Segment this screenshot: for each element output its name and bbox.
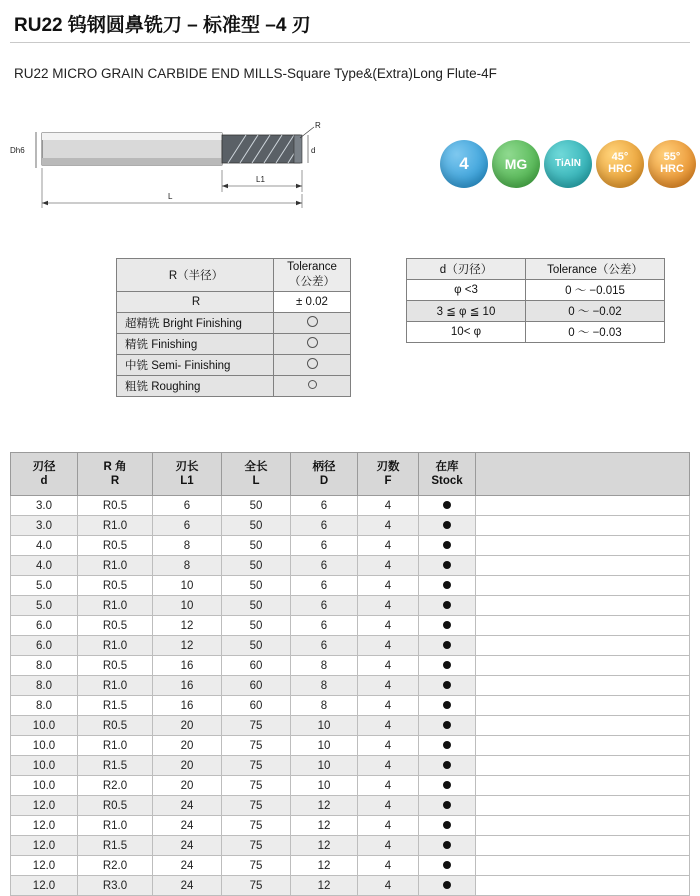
row-spacer bbox=[476, 656, 690, 676]
cell-l1: 24 bbox=[153, 856, 222, 876]
stock-dot-icon bbox=[443, 861, 451, 869]
table-row bbox=[11, 596, 690, 616]
cell-flutes: 4 bbox=[358, 616, 419, 636]
flutes-badge bbox=[440, 140, 488, 188]
mg-badge-label: MG bbox=[504, 155, 528, 172]
table-row bbox=[11, 636, 690, 656]
cell-flutes: 4 bbox=[358, 596, 419, 616]
cell-flutes: 4 bbox=[358, 556, 419, 576]
dia-tol-row2-d: 3 ≦ φ ≦ 10 bbox=[407, 301, 526, 322]
table-row bbox=[11, 516, 690, 536]
cell-l: 50 bbox=[222, 596, 291, 616]
cell-d: 8.0 bbox=[11, 696, 78, 716]
stock-indicator bbox=[419, 576, 476, 596]
cell-l1: 24 bbox=[153, 876, 222, 896]
stock-indicator bbox=[419, 816, 476, 836]
cell-d: 5.0 bbox=[11, 576, 78, 596]
stock-dot-icon bbox=[443, 721, 451, 729]
table-header-row bbox=[11, 453, 690, 496]
cell-l: 75 bbox=[222, 736, 291, 756]
dia-tol-row3-d: 10< φ bbox=[407, 322, 526, 343]
cell-l1: 24 bbox=[153, 796, 222, 816]
cell-flutes: 4 bbox=[358, 636, 419, 656]
finishing-mark-finishing bbox=[274, 334, 351, 355]
cell-flutes: 4 bbox=[358, 496, 419, 516]
cell-l: 75 bbox=[222, 816, 291, 836]
finishing-label-roughing: 粗铣 Roughing bbox=[117, 376, 274, 397]
cell-l: 50 bbox=[222, 556, 291, 576]
cell-flutes: 4 bbox=[358, 656, 419, 676]
cell-l: 50 bbox=[222, 636, 291, 656]
row-spacer bbox=[476, 536, 690, 556]
cell-d: 10.0 bbox=[11, 776, 78, 796]
hardness-55-value: 55° bbox=[663, 151, 681, 164]
cell-d: 8.0 bbox=[11, 676, 78, 696]
cell-d: 10.0 bbox=[11, 716, 78, 736]
cell-flutes: 4 bbox=[358, 796, 419, 816]
cell-l1: 8 bbox=[153, 536, 222, 556]
finishing-label-finishing: 精铣 Finishing bbox=[117, 334, 274, 355]
row-spacer bbox=[476, 756, 690, 776]
cell-l1: 20 bbox=[153, 776, 222, 796]
col-header-shank-en: D bbox=[319, 475, 329, 487]
col-header-flutes-en: F bbox=[384, 475, 392, 487]
hardness-45-value: 45° bbox=[611, 151, 629, 164]
stock-dot-icon bbox=[443, 581, 451, 589]
row-spacer bbox=[476, 636, 690, 656]
cell-l1: 8 bbox=[153, 556, 222, 576]
stock-dot-icon bbox=[443, 681, 451, 689]
cell-r: R1.5 bbox=[78, 836, 153, 856]
cell-shank: 12 bbox=[291, 836, 358, 856]
stock-dot-icon bbox=[443, 601, 451, 609]
cell-shank: 10 bbox=[291, 776, 358, 796]
svg-text:d: d bbox=[311, 146, 316, 155]
cell-shank: 6 bbox=[291, 616, 358, 636]
cell-r: R0.5 bbox=[78, 576, 153, 596]
table-row bbox=[11, 856, 690, 876]
tialn-badge-label: TiAlN bbox=[555, 157, 581, 169]
dia-tol-header-d: d（刃径） bbox=[407, 259, 526, 280]
stock-dot-icon bbox=[443, 561, 451, 569]
cell-shank: 6 bbox=[291, 556, 358, 576]
col-header-flutes bbox=[358, 453, 419, 496]
table-row bbox=[11, 616, 690, 636]
cell-l: 50 bbox=[222, 616, 291, 636]
cell-r: R2.0 bbox=[78, 776, 153, 796]
row-spacer bbox=[476, 556, 690, 576]
hardness-45-unit: HRC bbox=[608, 163, 632, 175]
stock-indicator bbox=[419, 636, 476, 656]
cell-l1: 24 bbox=[153, 816, 222, 836]
cell-flutes: 4 bbox=[358, 676, 419, 696]
cell-d: 8.0 bbox=[11, 656, 78, 676]
cell-r: R1.5 bbox=[78, 756, 153, 776]
cell-d: 6.0 bbox=[11, 616, 78, 636]
col-header-stock-cn: 在库 bbox=[435, 460, 459, 473]
row-spacer bbox=[476, 856, 690, 876]
stock-dot-icon bbox=[443, 541, 451, 549]
cell-r: R0.5 bbox=[78, 716, 153, 736]
col-header-d-cn: 刃径 bbox=[32, 460, 56, 473]
cell-shank: 6 bbox=[291, 536, 358, 556]
cell-l1: 10 bbox=[153, 576, 222, 596]
dia-tol-row3-tol: 0 ～ −0.03 bbox=[526, 322, 665, 343]
table-row bbox=[11, 756, 690, 776]
stock-indicator bbox=[419, 696, 476, 716]
col-header-flutes-cn: 刃数 bbox=[376, 460, 400, 473]
stock-dot-icon bbox=[443, 881, 451, 889]
cell-d: 3.0 bbox=[11, 516, 78, 536]
col-header-shank bbox=[291, 453, 358, 496]
cell-r: R1.0 bbox=[78, 596, 153, 616]
cell-flutes: 4 bbox=[358, 776, 419, 796]
stock-indicator bbox=[419, 536, 476, 556]
row-spacer bbox=[476, 596, 690, 616]
cell-shank: 8 bbox=[291, 656, 358, 676]
cell-shank: 10 bbox=[291, 716, 358, 736]
cell-shank: 12 bbox=[291, 856, 358, 876]
row-spacer bbox=[476, 696, 690, 716]
page-title: RU22 钨钢圆鼻铣刀 – 标准型 –4 刃 bbox=[14, 15, 311, 36]
cell-r: R1.5 bbox=[78, 696, 153, 716]
col-header-spacer bbox=[476, 453, 690, 496]
cell-l: 75 bbox=[222, 836, 291, 856]
stock-dot-icon bbox=[443, 761, 451, 769]
row-spacer bbox=[476, 576, 690, 596]
stock-indicator bbox=[419, 796, 476, 816]
dia-tol-row1-tol: 0 ～ −0.015 bbox=[526, 280, 665, 301]
cell-l1: 20 bbox=[153, 736, 222, 756]
col-header-d bbox=[11, 453, 78, 496]
table-row bbox=[11, 816, 690, 836]
svg-text:Dh6: Dh6 bbox=[10, 146, 25, 155]
cell-flutes: 4 bbox=[358, 756, 419, 776]
cell-r: R2.0 bbox=[78, 856, 153, 876]
table-row bbox=[11, 496, 690, 516]
cell-d: 12.0 bbox=[11, 816, 78, 836]
table-row bbox=[11, 876, 690, 896]
svg-text:R: R bbox=[315, 121, 321, 130]
svg-text:L: L bbox=[168, 192, 173, 201]
cell-d: 12.0 bbox=[11, 796, 78, 816]
stock-dot-icon bbox=[443, 781, 451, 789]
cell-l: 75 bbox=[222, 716, 291, 736]
table-row bbox=[11, 716, 690, 736]
cell-r: R1.0 bbox=[78, 676, 153, 696]
stock-indicator bbox=[419, 736, 476, 756]
cell-l1: 20 bbox=[153, 716, 222, 736]
svg-text:L1: L1 bbox=[256, 175, 265, 184]
col-header-l-cn: 全长 bbox=[244, 460, 268, 473]
cell-l1: 12 bbox=[153, 636, 222, 656]
radius-tol-row-label: R bbox=[117, 292, 274, 313]
row-spacer bbox=[476, 616, 690, 636]
col-header-stock bbox=[419, 453, 476, 496]
feature-badges bbox=[440, 140, 690, 196]
cell-flutes: 4 bbox=[358, 716, 419, 736]
cell-r: R1.0 bbox=[78, 816, 153, 836]
cell-d: 10.0 bbox=[11, 756, 78, 776]
cell-shank: 8 bbox=[291, 676, 358, 696]
product-table bbox=[10, 452, 690, 896]
cell-shank: 6 bbox=[291, 596, 358, 616]
cell-l1: 20 bbox=[153, 756, 222, 776]
tialn-badge bbox=[544, 140, 592, 188]
finishing-mark-roughing bbox=[274, 376, 351, 397]
stock-dot-icon bbox=[443, 661, 451, 669]
hardness-55-unit: HRC bbox=[660, 163, 684, 175]
cell-flutes: 4 bbox=[358, 736, 419, 756]
finishing-label-bright: 超精铣 Bright Finishing bbox=[117, 313, 274, 334]
cell-r: R0.5 bbox=[78, 656, 153, 676]
cell-d: 12.0 bbox=[11, 856, 78, 876]
stock-dot-icon bbox=[443, 741, 451, 749]
cell-r: R3.0 bbox=[78, 876, 153, 896]
stock-dot-icon bbox=[443, 621, 451, 629]
finishing-label-semi: 中铣 Semi- Finishing bbox=[117, 355, 274, 376]
stock-indicator bbox=[419, 716, 476, 736]
stock-indicator bbox=[419, 616, 476, 636]
radius-tol-header-r: R（半径） bbox=[117, 259, 274, 292]
stock-indicator bbox=[419, 776, 476, 796]
col-header-stock-en: Stock bbox=[431, 475, 463, 487]
radius-tolerance-table bbox=[116, 258, 351, 397]
table-row bbox=[11, 836, 690, 856]
stock-indicator bbox=[419, 836, 476, 856]
col-header-r-en: R bbox=[110, 475, 120, 487]
cell-d: 3.0 bbox=[11, 496, 78, 516]
cell-l: 50 bbox=[222, 536, 291, 556]
cell-l1: 16 bbox=[153, 676, 222, 696]
cell-r: R1.0 bbox=[78, 736, 153, 756]
cell-shank: 10 bbox=[291, 756, 358, 776]
row-spacer bbox=[476, 516, 690, 536]
cell-l: 50 bbox=[222, 516, 291, 536]
stock-indicator bbox=[419, 516, 476, 536]
cell-flutes: 4 bbox=[358, 816, 419, 836]
cell-shank: 6 bbox=[291, 516, 358, 536]
table-row bbox=[11, 696, 690, 716]
stock-indicator bbox=[419, 756, 476, 776]
finishing-mark-bright bbox=[274, 313, 351, 334]
col-header-l-en: L bbox=[252, 475, 260, 487]
cell-l: 75 bbox=[222, 776, 291, 796]
cell-d: 6.0 bbox=[11, 636, 78, 656]
cell-d: 12.0 bbox=[11, 876, 78, 896]
cell-l: 60 bbox=[222, 656, 291, 676]
dia-tol-header-tolerance: Tolerance（公差） bbox=[526, 259, 665, 280]
cell-l: 75 bbox=[222, 756, 291, 776]
radius-tol-row-value: ± 0.02 bbox=[274, 292, 351, 313]
cell-shank: 6 bbox=[291, 576, 358, 596]
stock-dot-icon bbox=[443, 641, 451, 649]
cell-l1: 6 bbox=[153, 516, 222, 536]
cell-l: 75 bbox=[222, 876, 291, 896]
cell-d: 12.0 bbox=[11, 836, 78, 856]
stock-dot-icon bbox=[443, 841, 451, 849]
stock-indicator bbox=[419, 496, 476, 516]
cell-shank: 12 bbox=[291, 876, 358, 896]
cell-flutes: 4 bbox=[358, 836, 419, 856]
tool-drawing bbox=[8, 108, 338, 218]
cell-d: 4.0 bbox=[11, 556, 78, 576]
dia-tol-row1-d: φ <3 bbox=[407, 280, 526, 301]
col-header-l1 bbox=[153, 453, 222, 496]
cell-flutes: 4 bbox=[358, 876, 419, 896]
radius-tol-header-tolerance: Tolerance（公差） bbox=[274, 259, 351, 292]
col-header-shank-cn: 柄径 bbox=[312, 460, 336, 473]
table-row bbox=[11, 676, 690, 696]
flutes-badge-label: 4 bbox=[459, 154, 469, 174]
row-spacer bbox=[476, 876, 690, 896]
cell-l1: 16 bbox=[153, 696, 222, 716]
table-row bbox=[11, 576, 690, 596]
cell-l: 50 bbox=[222, 496, 291, 516]
cell-flutes: 4 bbox=[358, 516, 419, 536]
finishing-row bbox=[117, 355, 351, 376]
cell-d: 4.0 bbox=[11, 536, 78, 556]
cell-r: R1.0 bbox=[78, 556, 153, 576]
cell-shank: 8 bbox=[291, 696, 358, 716]
header-divider bbox=[10, 42, 690, 43]
stock-dot-icon bbox=[443, 821, 451, 829]
row-spacer bbox=[476, 796, 690, 816]
dia-tol-row2-tol: 0 ～ −0.02 bbox=[526, 301, 665, 322]
cell-r: R1.0 bbox=[78, 636, 153, 656]
finishing-row bbox=[117, 334, 351, 355]
col-header-l1-cn: 刃长 bbox=[175, 460, 199, 473]
cell-shank: 10 bbox=[291, 736, 358, 756]
stock-indicator bbox=[419, 656, 476, 676]
cell-l: 60 bbox=[222, 676, 291, 696]
page-subtitle: RU22 MICRO GRAIN CARBIDE END MILLS-Square Type&(Extra)Long Flute-4F bbox=[14, 66, 497, 81]
cell-r: R0.5 bbox=[78, 536, 153, 556]
row-spacer bbox=[476, 676, 690, 696]
cell-l1: 6 bbox=[153, 496, 222, 516]
table-row bbox=[11, 536, 690, 556]
row-spacer bbox=[476, 776, 690, 796]
cell-l: 60 bbox=[222, 696, 291, 716]
col-header-r bbox=[78, 453, 153, 496]
stock-indicator bbox=[419, 556, 476, 576]
row-spacer bbox=[476, 836, 690, 856]
stock-dot-icon bbox=[443, 501, 451, 509]
col-header-d-en: d bbox=[40, 475, 48, 487]
cell-r: R0.5 bbox=[78, 796, 153, 816]
stock-dot-icon bbox=[443, 801, 451, 809]
finishing-row bbox=[117, 313, 351, 334]
cell-shank: 6 bbox=[291, 636, 358, 656]
row-spacer bbox=[476, 716, 690, 736]
mg-badge bbox=[492, 140, 540, 188]
cell-l1: 16 bbox=[153, 656, 222, 676]
table-row bbox=[11, 556, 690, 576]
diameter-tolerance-table bbox=[406, 258, 665, 343]
cell-r: R0.5 bbox=[78, 616, 153, 636]
finishing-row bbox=[117, 376, 351, 397]
finishing-mark-semi bbox=[274, 355, 351, 376]
cell-d: 5.0 bbox=[11, 596, 78, 616]
dia-tol-row bbox=[407, 301, 665, 322]
table-row bbox=[11, 656, 690, 676]
cell-flutes: 4 bbox=[358, 696, 419, 716]
cell-l: 75 bbox=[222, 856, 291, 876]
stock-indicator bbox=[419, 676, 476, 696]
stock-indicator bbox=[419, 596, 476, 616]
stock-indicator bbox=[419, 876, 476, 896]
hardness-55-badge bbox=[648, 140, 696, 188]
cell-l1: 10 bbox=[153, 596, 222, 616]
cell-d: 10.0 bbox=[11, 736, 78, 756]
cell-r: R1.0 bbox=[78, 516, 153, 536]
cell-r: R0.5 bbox=[78, 496, 153, 516]
cell-l1: 12 bbox=[153, 616, 222, 636]
cell-shank: 12 bbox=[291, 796, 358, 816]
table-row bbox=[11, 796, 690, 816]
stock-dot-icon bbox=[443, 701, 451, 709]
col-header-l bbox=[222, 453, 291, 496]
cell-l1: 24 bbox=[153, 836, 222, 856]
cell-shank: 12 bbox=[291, 816, 358, 836]
hardness-45-badge bbox=[596, 140, 644, 188]
table-row bbox=[11, 736, 690, 756]
table-row bbox=[11, 776, 690, 796]
stock-dot-icon bbox=[443, 521, 451, 529]
row-spacer bbox=[476, 816, 690, 836]
row-spacer bbox=[476, 736, 690, 756]
cell-flutes: 4 bbox=[358, 856, 419, 876]
col-header-l1-en: L1 bbox=[180, 475, 194, 487]
cell-shank: 6 bbox=[291, 496, 358, 516]
cell-l: 50 bbox=[222, 576, 291, 596]
stock-indicator bbox=[419, 856, 476, 876]
cell-flutes: 4 bbox=[358, 536, 419, 556]
row-spacer bbox=[476, 496, 690, 516]
cell-flutes: 4 bbox=[358, 576, 419, 596]
col-header-r-cn: R 角 bbox=[103, 460, 127, 473]
cell-l: 75 bbox=[222, 796, 291, 816]
